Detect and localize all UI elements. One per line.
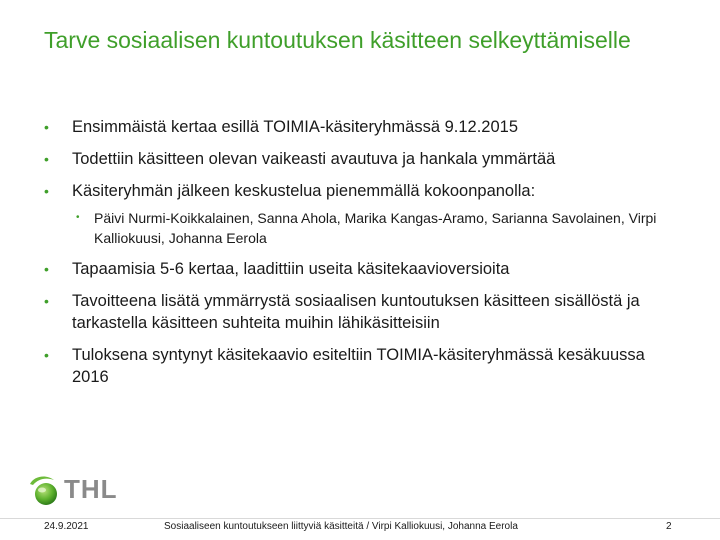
thl-logo [26,472,126,508]
thl-logo-icon [26,472,66,508]
bullet-text: Ensimmäistä kertaa esillä TOIMIA-käsiteryhmässä 9.12.2015 [72,118,518,136]
bullet-marker: • [44,151,49,167]
footer-caption: Sosiaaliseen kuntoutukseen liittyviä käsitteitä / Virpi Kalliokuusi, Johanna Eerola [164,521,518,532]
bullet-marker: • [76,212,80,223]
bullet-text: Tavoitteena lisätä ymmärrystä sosiaalisen kuntoutuksen käsitteen sisällöstä ja tarkastella käsitteen suhteita muihin lähikäsitteisiin [72,292,640,332]
bullet-marker: • [44,347,49,363]
page-number: 2 [666,521,672,532]
bullet-text: Käsiteryhmän jälkeen keskustelua pienemmällä kokoonpanolla: [72,182,536,200]
footer-divider [0,518,720,519]
bullet-text: Todettiin käsitteen olevan vaikeasti avautuva ja hankala ymmärtää [72,150,556,168]
bullet-text: Päivi Nurmi-Koikkalainen, Sanna Ahola, Marika Kangas-Aramo, Sarianna Savolainen, Virpi Kalliokuusi, Johanna Eerola [94,210,657,246]
bullet-text: Tapaamisia 5-6 kertaa, laadittiin useita käsitekaavioversioita [72,260,510,278]
thl-logo-text: THL [64,474,118,504]
bullet-marker: • [44,261,49,277]
bullet-marker: • [44,293,49,309]
slide-title: Tarve sosiaalisen kuntoutuksen käsitteen selkeyttämiselle [44,27,631,53]
bullet-marker: • [44,119,49,135]
bullet-marker: • [44,183,49,199]
footer-date: 24.9.2021 [44,521,89,532]
bullet-text: Tuloksena syntynyt käsitekaavio esiteltiin TOIMIA-käsiteryhmässä kesäkuussa 2016 [72,346,645,386]
